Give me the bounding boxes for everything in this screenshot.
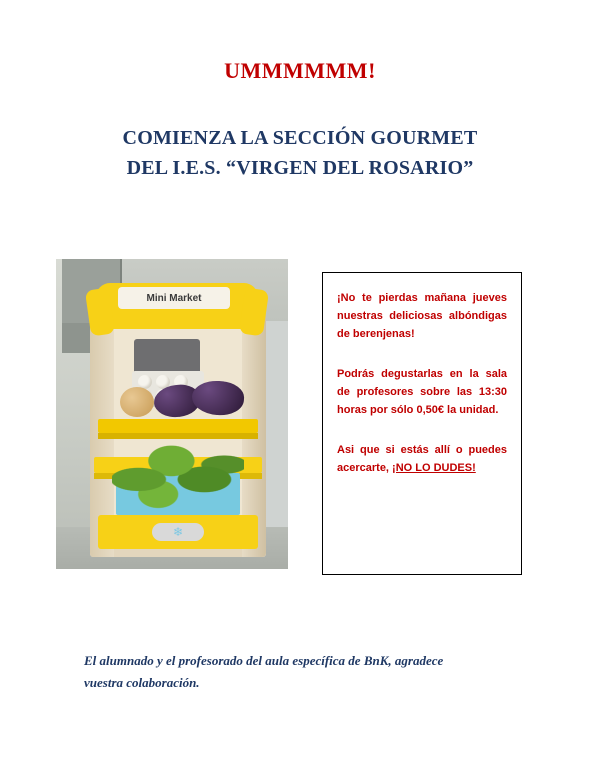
mini-market-sign-label: Mini Market [146, 292, 202, 304]
page-subtitle-line-1: COMIENZA LA SECCIÓN GOURMET [122, 127, 478, 149]
announcement-emphasis: ¡NO LO DUDES! [392, 462, 476, 474]
announcement-paragraph-2: Podrás degustarlas en la sala de profesores sobre las 13:30 horas por sólo 0,50€ la unidad. [337, 368, 507, 416]
mini-market-photo [56, 259, 288, 569]
photo-parsley [112, 435, 244, 509]
page-title: UMMMMMM! [224, 58, 376, 83]
mini-market-sign [118, 287, 230, 309]
announcement-paragraph-3-text: Asi que si estás allí o puedes acercarte, [337, 444, 507, 474]
page-subtitle-line-2: DEL I.E.S. “VIRGEN DEL ROSARIO” [126, 157, 474, 179]
photo-onion [120, 387, 154, 417]
photo-shelf-upper [98, 419, 258, 433]
page-subtitle [0, 123, 600, 183]
announcement-textbox [322, 272, 522, 575]
flower-icon: ❄ [172, 525, 184, 539]
announcement-paragraph-3 [337, 441, 507, 477]
footer-line-2: vuestra colaboración. [84, 675, 200, 690]
announcement-paragraph-1: ¡No te pierdas mañana jueves nuestras deliciosas albóndigas de berenjenas! [337, 292, 507, 340]
footer-note [84, 650, 524, 694]
footer-line-1: El alumnado y el profesorado del aula específica de BnK, agradece [84, 653, 444, 668]
